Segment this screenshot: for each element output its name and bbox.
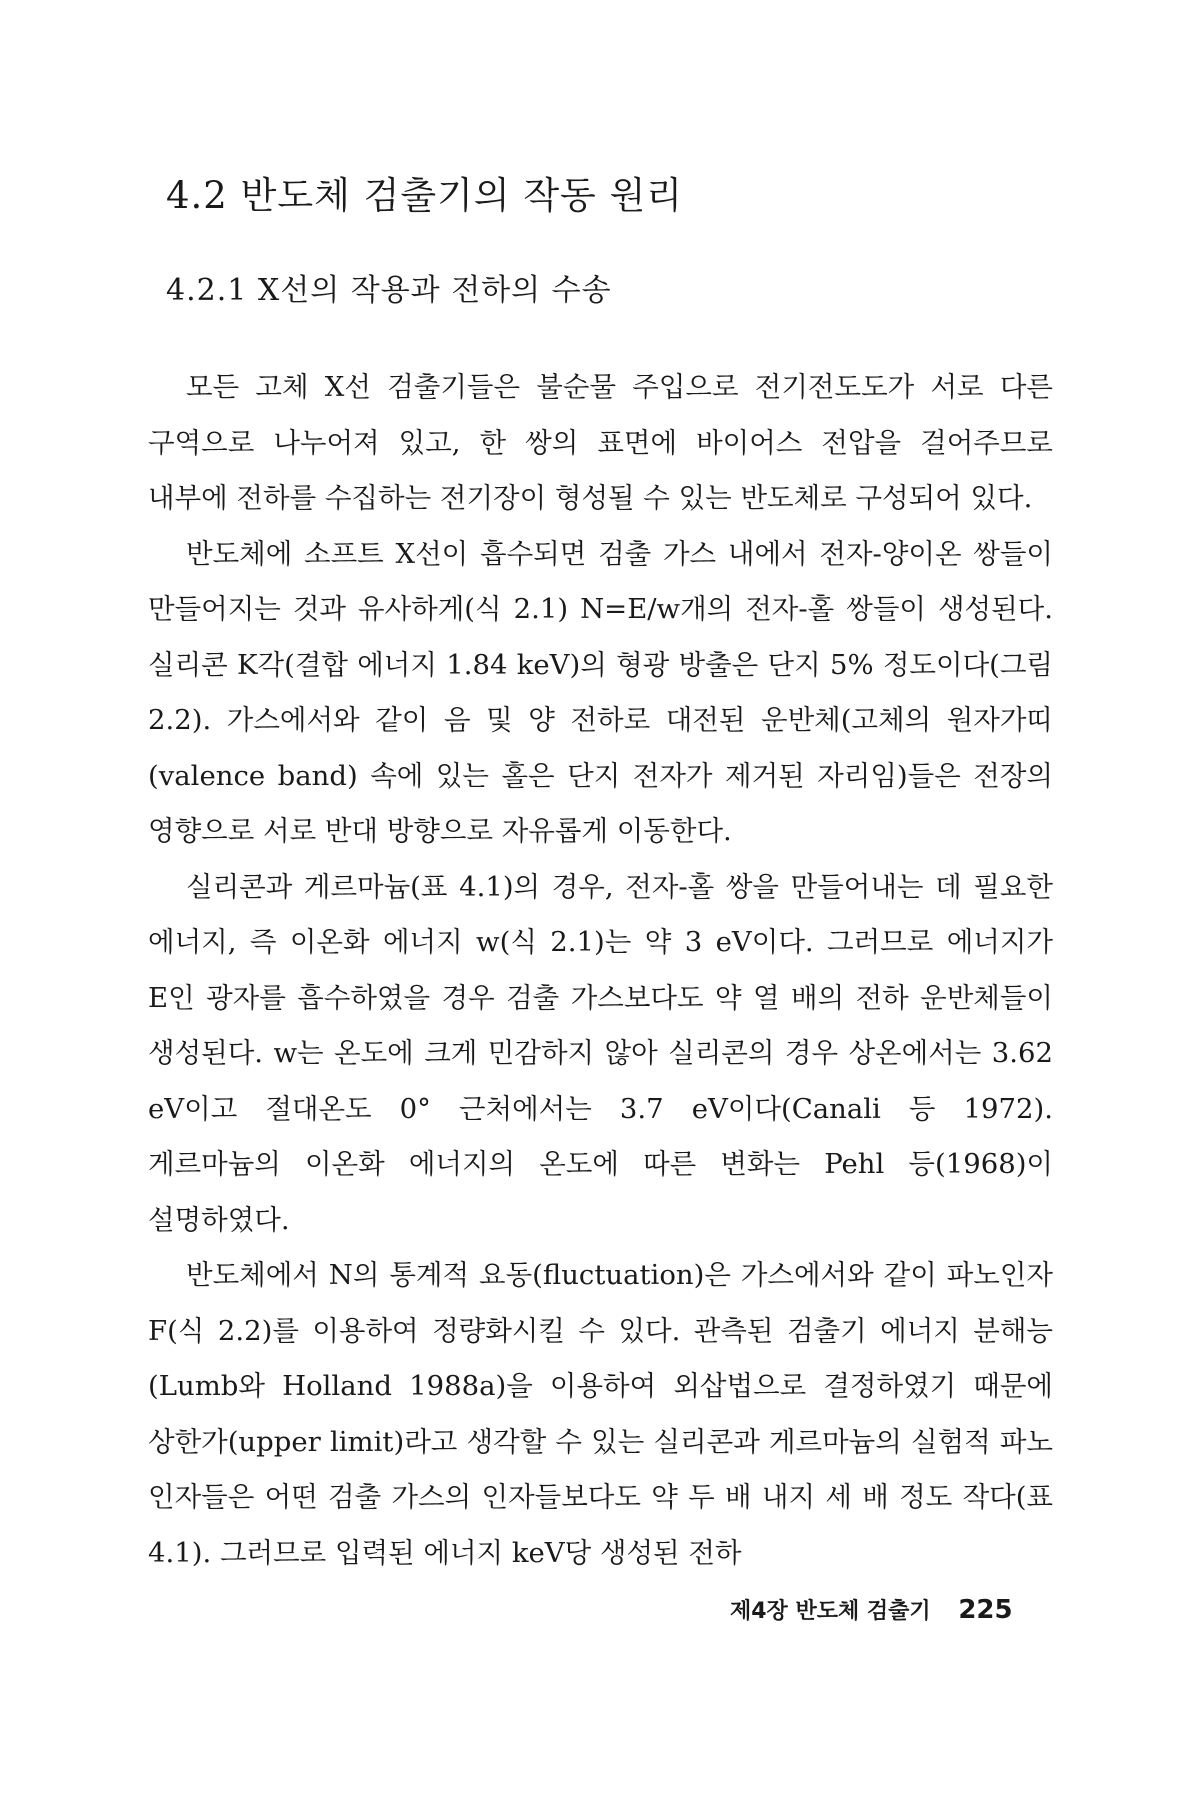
page-number: 225 bbox=[958, 1595, 1013, 1625]
page-footer bbox=[730, 1594, 1013, 1625]
section-title: 4.2 반도체 검출기의 작동 원리 bbox=[166, 174, 684, 217]
paragraph: 모든 고체 X선 검출기들은 불순물 주입으로 전기전도도가 서로 다른 구역으로 나누어져 있고, 한 쌍의 표면에 바이어스 전압을 걸어주므로 내부에 전하를 수집하는 전기장이 형성될 수 있는 반도체로 구성되어 있다. bbox=[148, 371, 1053, 514]
paragraph: 반도체에 소프트 X선이 흡수되면 검출 가스 내에서 전자-양이온 쌍들이 만들어지는 것과 유사하게(식 2.1) N=E/w개의 전자-홀 쌍들이 생성된다. 실리콘 K각(결합 에너지 1.84 keV)의 형광 방출은 단지 5% 정도이다(그림 2.2). 가스에서와 같이 음 및 양 전하로 대전된 운반체(고체의 원자가띠(valence band) 속에 있는 홀은 단지 전자가 제거된 자리임)들은 전장의 영향으로 서로 반대 방향으로 자유롭게 이동한다. bbox=[148, 537, 1053, 847]
subsection-title: 4.2.1 X선의 작용과 전하의 수송 bbox=[166, 273, 612, 308]
paragraph: 반도체에서 N의 통계적 요동(fluctuation)은 가스에서와 같이 파노인자 F(식 2.2)를 이용하여 정량화시킬 수 있다. 관측된 검출기 에너지 분해능(Lumb와 Holland 1988a)을 이용하여 외삽법으로 결정하였기 때문에 상한가(upper limit)라고 생각할 수 있는 실리콘과 게르마늄의 실험적 파노 인자들은 어떤 검출 가스의 인자들보다도 약 두 배 내지 세 배 정도 작다(표 4.1). 그러므로 입력된 에너지 keV당 생성된 전하 bbox=[148, 1259, 1053, 1569]
footer-chapter-label: 제4장 반도체 검출기 bbox=[730, 1599, 931, 1624]
body-text bbox=[148, 360, 1053, 1581]
paragraph: 실리콘과 게르마늄(표 4.1)의 경우, 전자-홀 쌍을 만들어내는 데 필요한 에너지, 즉 이온화 에너지 w(식 2.1)는 약 3 eV이다. 그러므로 에너지가 E인 광자를 흡수하였을 경우 검출 가스보다도 약 열 배의 전하 운반체들이 생성된다. w는 온도에 크게 민감하지 않아 실리콘의 경우 상온에서는 3.62 eV이고 절대온도 0° 근처에서는 3.7 eV이다(Canali 등 1972). 게르마늄의 이온화 에너지의 온도에 따른 변화는 Pehl 등(1968)이 설명하였다. bbox=[148, 870, 1053, 1236]
